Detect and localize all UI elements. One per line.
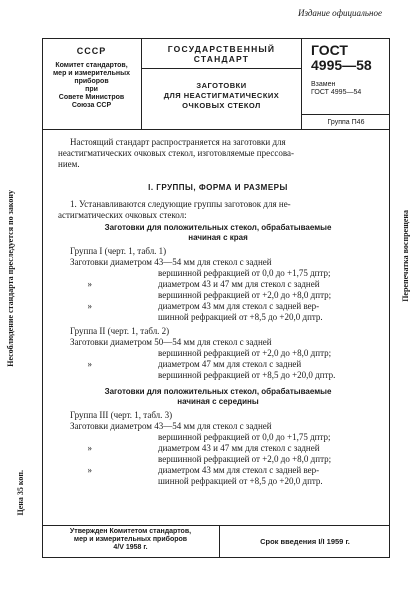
committee-name: Комитет стандартов, мер и измерительных приборов при Совете Министров Союза ССР (53, 62, 130, 109)
list-item-continued: вершинной рефракцией от +2,0 до +8,0 дптр; (158, 454, 332, 464)
group-i-label: Группа I (черт. 1, табл. 1) (70, 246, 167, 256)
list-item: » диаметром 43 мм для стекол с задней вер- (87, 465, 320, 475)
list-item-continued: вершинной рефракцией от +2,0 до +8,0 дптр; (158, 348, 332, 358)
list-item: Заготовки диаметром 50—54 мм для стекол с задней (70, 337, 272, 347)
side-note-law: Несоблюдение стандарта преследуется по закону (6, 190, 15, 367)
price-label: Цена 35 коп. (16, 470, 25, 516)
issuer-cell (42, 38, 142, 130)
document-title: ЗАГОТОВКИ ДЛЯ НЕАСТИГМАТИЧЕСКИХ ОЧКОВЫХ СТЕКОЛ (163, 81, 280, 110)
gost-number: 4995—58 (311, 57, 372, 73)
country-label: СССР (76, 46, 107, 56)
group-iii-label: Группа III (черт. 1, табл. 3) (70, 410, 173, 420)
list-item-continued: шинной рефракцией от +8,5 до +20,0 дптр. (158, 312, 323, 322)
list-item: » диаметром 47 мм для стекол с задней (87, 359, 302, 369)
group-ii-label: Группа II (черт. 1, табл. 2) (70, 326, 170, 336)
approval-note: Утвержден Комитетом стандартов, мер и измерительных приборов 4/V 1958 г. (42, 525, 220, 558)
intro-paragraph: Настоящий стандарт распространяется на заготовки для неастигматических очковых стекол, изготовляемые прессова- нием. (58, 137, 294, 169)
list-item-continued: вершинной рефракцией от +8,5 до +20,0 дптр. (158, 370, 336, 380)
list-item: » диаметром 43 и 47 мм для стекол с задней (87, 279, 320, 289)
list-item: Заготовки диаметром 43—54 мм для стекол с задней (70, 257, 272, 267)
list-item-continued: вершинной рефракцией от 0,0 до +1,75 дптр; (158, 432, 331, 442)
list-item-continued: вершинной рефракцией от +2,0 до +8,0 дптр; (158, 290, 332, 300)
subheading-center: Заготовки для положительных стекол, обрабатываемые начиная с середины (104, 387, 332, 406)
standard-type: ГОСУДАРСТВЕННЫЙ СТАНДАРТ (142, 44, 301, 69)
group-code: Группа П46 (302, 114, 390, 130)
list-item: » диаметром 43 и 47 мм для стекол с задней (87, 443, 320, 453)
list-item: » диаметром 43 мм для стекол с задней вер- (87, 301, 320, 311)
gost-label: ГОСТ (311, 42, 348, 58)
title-cell (142, 38, 302, 130)
list-item-continued: вершинной рефракцией от 0,0 до +1,75 дптр; (158, 268, 331, 278)
document-body (58, 137, 378, 487)
subheading-edge: Заготовки для положительных стекол, обрабатываемые начиная с края (104, 223, 332, 242)
official-edition-note: Издание официальное (297, 8, 382, 18)
list-item-continued: шинной рефракцией от +8,5 до +20,0 дптр. (158, 476, 323, 486)
list-item: Заготовки диаметром 43—54 мм для стекол с задней (70, 421, 272, 431)
section-title: I. ГРУППЫ, ФОРМА И РАЗМЕРЫ (148, 183, 288, 192)
replaces-note: Взамен ГОСТ 4995—54 (311, 81, 362, 96)
side-note-reprint: Перепечатка воспрещена (401, 210, 410, 302)
clause-1: 1. Устанавливаются следующие группы заготовок для не- астигматических очковых стекол: (58, 199, 291, 220)
effective-date: Срок введения I/I 1959 г. (260, 537, 350, 546)
